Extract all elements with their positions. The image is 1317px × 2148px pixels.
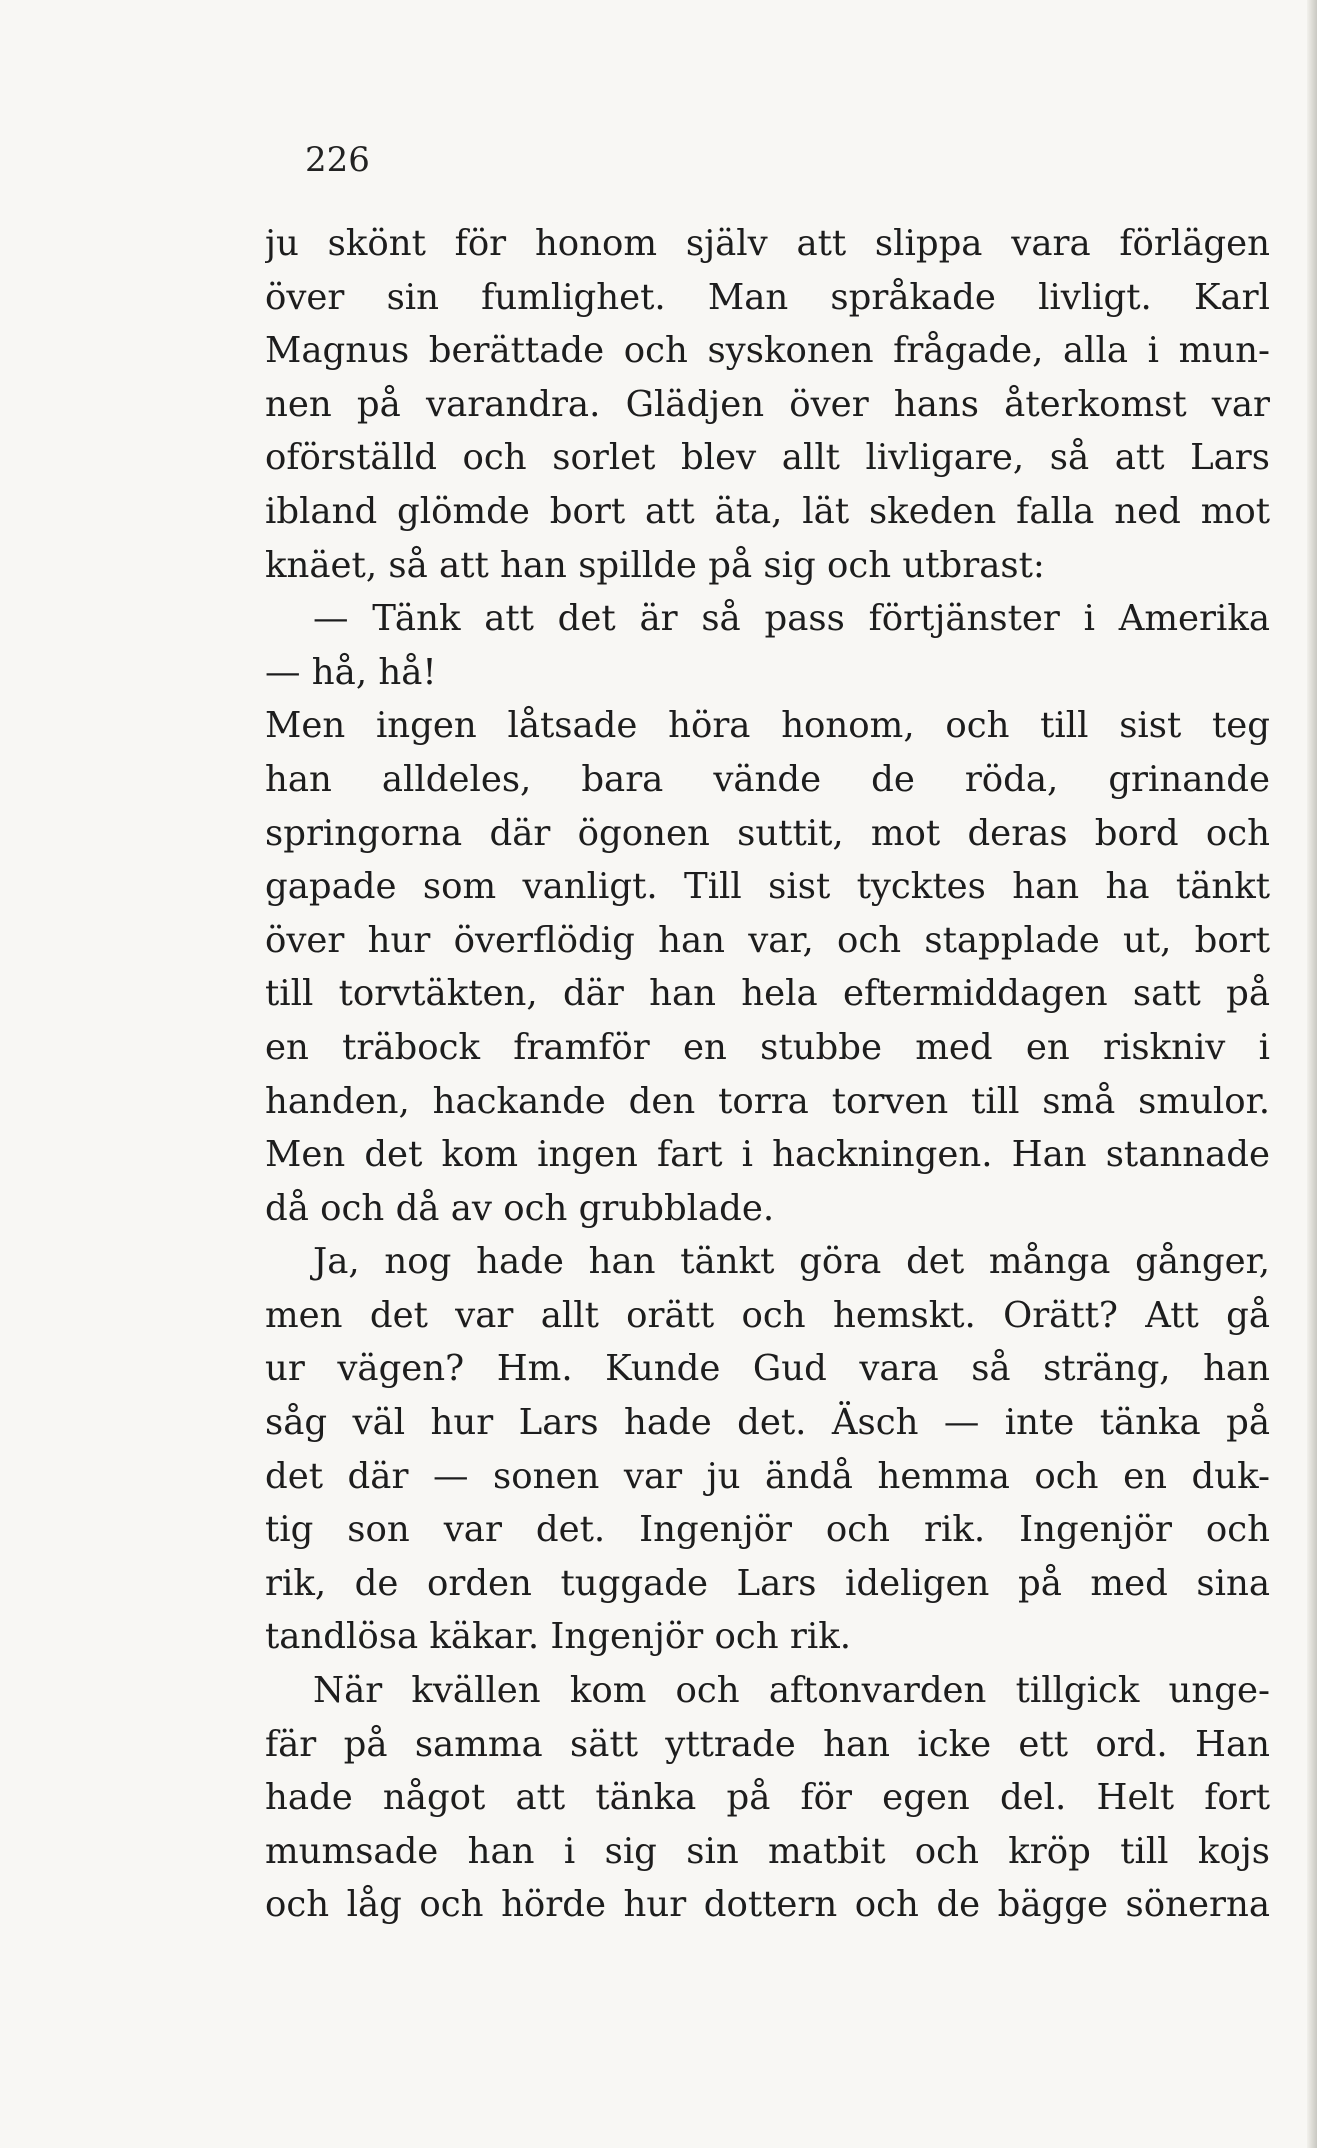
text-line: Magnus berättade och syskonen frågade, alla i mun- xyxy=(265,330,1270,372)
text-line: och låg och hörde hur dottern och de bägge sönerna xyxy=(265,1884,1270,1926)
text-line: nen på varandra. Glädjen över hans återkomst var xyxy=(265,383,1270,425)
text-line: Ja, nog hade han tänkt göra det många gånger, xyxy=(313,1241,1270,1283)
page-edge-shadow xyxy=(1307,0,1317,2148)
text-line: över hur överflödig han var, och stapplade ut, bort xyxy=(265,919,1270,961)
text-line: över sin fumlighet. Man språkade livligt. Karl xyxy=(265,276,1270,318)
text-line: gapade som vanligt. Till sist tycktes han ha tänkt xyxy=(265,866,1270,908)
text-line: handen, hackande den torra torven till små smulor. xyxy=(265,1080,1270,1122)
text-line: oförställd och sorlet blev allt livligare, så att Lars xyxy=(265,437,1270,479)
text-line: men det var allt orätt och hemskt. Orätt? Att gå xyxy=(265,1294,1270,1336)
text-line: knäet, så att han spillde på sig och utbrast: xyxy=(265,544,1045,586)
text-line: rik, de orden tuggade Lars ideligen på med sina xyxy=(265,1562,1270,1604)
text-line: han alldeles, bara vände de röda, grinande xyxy=(265,758,1270,800)
text-line: ur vägen? Hm. Kunde Gud vara så sträng, han xyxy=(265,1348,1270,1390)
text-line: hade något att tänka på för egen del. Helt fort xyxy=(265,1777,1270,1819)
text-line: mumsade han i sig sin matbit och kröp till kojs xyxy=(265,1830,1270,1872)
text-line: det där — sonen var ju ändå hemma och en duk- xyxy=(265,1455,1270,1497)
text-line: till torvtäkten, där han hela eftermiddagen satt på xyxy=(265,973,1270,1015)
text-line: tig son var det. Ingenjör och rik. Ingenjör och xyxy=(265,1509,1270,1551)
text-line: fär på samma sätt yttrade han icke ett ord. Han xyxy=(265,1723,1270,1765)
text-line: då och då av och grubblade. xyxy=(265,1187,775,1229)
text-line: en träbock framför en stubbe med en riskniv i xyxy=(265,1026,1270,1068)
body-text xyxy=(265,217,1270,1932)
text-line: — hå, hå! xyxy=(265,651,437,693)
text-line: Men det kom ingen fart i hackningen. Han stannade xyxy=(265,1134,1270,1176)
text-line: såg väl hur Lars hade det. Äsch — inte tänka på xyxy=(265,1402,1270,1444)
text-line: ju skönt för honom själv att slippa vara förlägen xyxy=(265,223,1270,264)
text-line: — Tänk att det är så pass förtjänster i Amerika xyxy=(313,598,1270,640)
text-line: springorna där ögonen suttit, mot deras bord och xyxy=(265,812,1270,854)
text-line: Men ingen låtsade höra honom, och till sist teg xyxy=(265,705,1270,747)
page-number: 226 xyxy=(305,140,370,180)
text-line: När kvällen kom och aftonvarden tillgick unge- xyxy=(313,1670,1270,1712)
text-line: tandlösa käkar. Ingenjör och rik. xyxy=(265,1616,852,1658)
text-line: ibland glömde bort att äta, lät skeden falla ned mot xyxy=(265,490,1270,532)
